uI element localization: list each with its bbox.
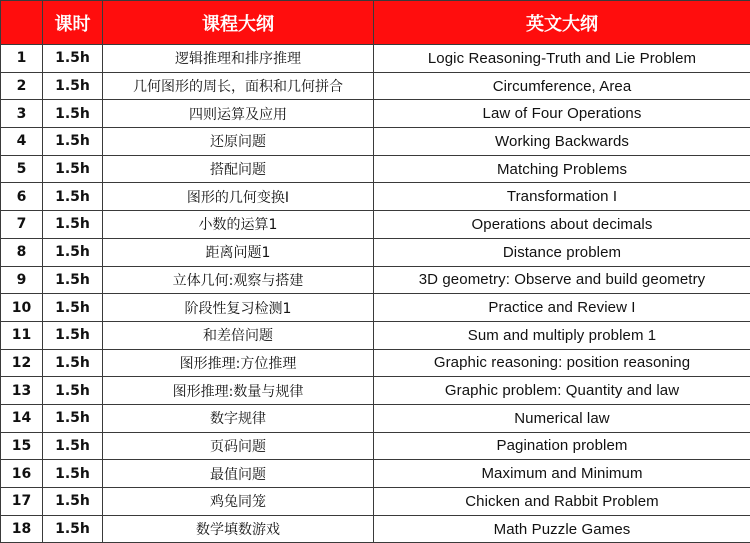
row-en-topic: Math Puzzle Games — [374, 515, 750, 543]
row-index: 16 — [1, 460, 43, 488]
row-hours: 1.5h — [43, 100, 103, 128]
row-en-topic: 3D geometry: Observe and build geometry — [374, 266, 750, 294]
row-cn-topic: 数学填数游戏 — [103, 515, 374, 543]
row-en-topic: Sum and multiply problem 1 — [374, 321, 750, 349]
table-row — [1, 72, 750, 100]
table-row — [1, 183, 750, 211]
row-cn-topic: 数字规律 — [103, 404, 374, 432]
table-row — [1, 460, 750, 488]
row-cn-topic: 鸡兔同笼 — [103, 488, 374, 516]
row-hours: 1.5h — [43, 460, 103, 488]
header-index — [1, 1, 43, 45]
table-row — [1, 45, 750, 73]
header-en-outline: 英文大纲 — [374, 1, 750, 45]
row-en-topic: Law of Four Operations — [374, 100, 750, 128]
table-row — [1, 128, 750, 156]
row-hours: 1.5h — [43, 349, 103, 377]
table-row — [1, 211, 750, 239]
row-index: 2 — [1, 72, 43, 100]
header-row — [1, 1, 750, 45]
row-hours: 1.5h — [43, 155, 103, 183]
row-cn-topic: 阶段性复习检测1 — [103, 294, 374, 322]
row-en-topic: Pagination problem — [374, 432, 750, 460]
row-cn-topic: 几何图形的周长，面积和几何拼合 — [103, 72, 374, 100]
row-en-topic: Circumference, Area — [374, 72, 750, 100]
header-hours: 课时 — [43, 1, 103, 45]
row-en-topic: Transformation I — [374, 183, 750, 211]
row-index: 5 — [1, 155, 43, 183]
table-body — [1, 45, 750, 543]
header-cn-outline: 课程大纲 — [103, 1, 374, 45]
row-index: 9 — [1, 266, 43, 294]
table-row — [1, 377, 750, 405]
row-cn-topic: 搭配问题 — [103, 155, 374, 183]
row-index: 12 — [1, 349, 43, 377]
table-row — [1, 349, 750, 377]
table-row — [1, 266, 750, 294]
row-cn-topic: 最值问题 — [103, 460, 374, 488]
row-hours: 1.5h — [43, 377, 103, 405]
row-en-topic: Graphic problem: Quantity and law — [374, 377, 750, 405]
row-en-topic: Working Backwards — [374, 128, 750, 156]
row-hours: 1.5h — [43, 432, 103, 460]
row-cn-topic: 图形推理:数量与规律 — [103, 377, 374, 405]
table-row — [1, 238, 750, 266]
row-hours: 1.5h — [43, 128, 103, 156]
row-hours: 1.5h — [43, 515, 103, 543]
row-cn-topic: 图形的几何变换I — [103, 183, 374, 211]
row-en-topic: Practice and Review I — [374, 294, 750, 322]
table-row — [1, 155, 750, 183]
row-hours: 1.5h — [43, 45, 103, 73]
row-index: 15 — [1, 432, 43, 460]
row-hours: 1.5h — [43, 266, 103, 294]
row-index: 6 — [1, 183, 43, 211]
row-hours: 1.5h — [43, 72, 103, 100]
row-cn-topic: 逻辑推理和排序推理 — [103, 45, 374, 73]
row-cn-topic: 四则运算及应用 — [103, 100, 374, 128]
row-index: 7 — [1, 211, 43, 239]
row-hours: 1.5h — [43, 211, 103, 239]
row-cn-topic: 图形推理:方位推理 — [103, 349, 374, 377]
row-en-topic: Logic Reasoning-Truth and Lie Problem — [374, 45, 750, 73]
row-hours: 1.5h — [43, 183, 103, 211]
row-en-topic: Maximum and Minimum — [374, 460, 750, 488]
table-row — [1, 321, 750, 349]
row-index: 3 — [1, 100, 43, 128]
row-en-topic: Operations about decimals — [374, 211, 750, 239]
table-row — [1, 404, 750, 432]
row-index: 18 — [1, 515, 43, 543]
row-en-topic: Distance problem — [374, 238, 750, 266]
row-en-topic: Numerical law — [374, 404, 750, 432]
row-index: 17 — [1, 488, 43, 516]
row-cn-topic: 还原问题 — [103, 128, 374, 156]
row-en-topic: Graphic reasoning: position reasoning — [374, 349, 750, 377]
row-index: 11 — [1, 321, 43, 349]
row-cn-topic: 页码问题 — [103, 432, 374, 460]
row-hours: 1.5h — [43, 238, 103, 266]
row-hours: 1.5h — [43, 294, 103, 322]
table-row — [1, 515, 750, 543]
row-en-topic: Matching Problems — [374, 155, 750, 183]
row-cn-topic: 距离问题1 — [103, 238, 374, 266]
row-index: 4 — [1, 128, 43, 156]
row-index: 8 — [1, 238, 43, 266]
row-cn-topic: 立体几何:观察与搭建 — [103, 266, 374, 294]
row-cn-topic: 和差倍问题 — [103, 321, 374, 349]
row-index: 14 — [1, 404, 43, 432]
table-row — [1, 294, 750, 322]
row-hours: 1.5h — [43, 404, 103, 432]
row-hours: 1.5h — [43, 321, 103, 349]
table-row — [1, 432, 750, 460]
row-en-topic: Chicken and Rabbit Problem — [374, 488, 750, 516]
table-row — [1, 488, 750, 516]
row-cn-topic: 小数的运算1 — [103, 211, 374, 239]
row-index: 1 — [1, 45, 43, 73]
row-hours: 1.5h — [43, 488, 103, 516]
row-index: 10 — [1, 294, 43, 322]
table-row — [1, 100, 750, 128]
row-index: 13 — [1, 377, 43, 405]
